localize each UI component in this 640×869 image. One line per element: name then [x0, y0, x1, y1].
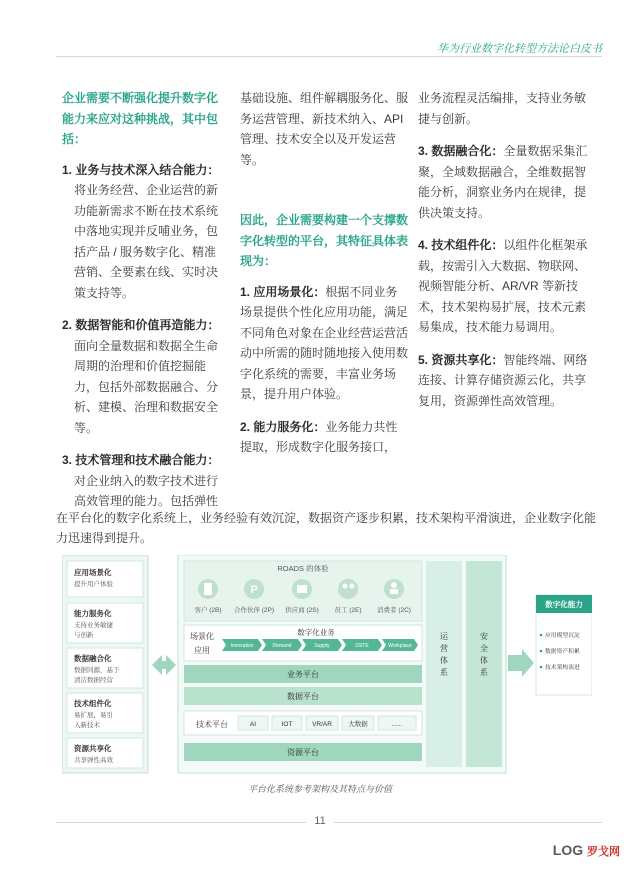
item-heading: 5. 资源共享化： [418, 352, 504, 367]
left-box-title: 数据融合化 [74, 654, 112, 663]
security-char: 全 [480, 644, 488, 653]
arrow-label: Workplace [388, 643, 412, 649]
left-box-sub: 支持业务敏捷 [74, 622, 113, 629]
col2-continuation: 基础设施、组件解耦服务化、服务运营管理、新技术纳入、API 管理、技术安全以及开发运营等。 [240, 91, 409, 167]
left-box-4 [67, 693, 143, 733]
tech-item-label: IOT [281, 721, 293, 728]
svg-text:P: P [250, 584, 258, 596]
summary-paragraph: 在平台化的数字化系统上，业务经验有效沉淀，数据资产逐步积累，技术架构平滑演进，企业数字化能力迅速得到提升。 [56, 511, 597, 545]
col2-intro: 因此，企业需要构建一个支撑数字化转型的平台，其特征具体表现为： [240, 213, 409, 268]
page-number [0, 815, 640, 827]
item-body: 以组件化框架承载，按需引入大数据、物联网、视频智能分析、AR/VR 等新技术，技术架构易扩展，技术元素易集成，技术能力易调用。 [418, 238, 588, 334]
site-logo [553, 842, 620, 859]
item-body: 业务能力共性提取，形成数字化服务接口， [240, 419, 398, 454]
tech-item-label: AI [249, 721, 257, 728]
left-box-title: 应用场景化 [74, 568, 112, 577]
column-2 [240, 88, 408, 470]
ops-char: 系 [440, 668, 448, 677]
role-label: 客户 (2B) [194, 607, 222, 614]
capability-item: 技术架构演进 [545, 665, 580, 671]
role-label: 供应商 (2S) [285, 607, 319, 614]
roads-title: ROADS 的体验 [277, 564, 329, 573]
arrow-label: Supply [314, 643, 330, 649]
capability-item: 数据资产积累 [545, 649, 580, 655]
capability-title: 数字化能力 [545, 600, 583, 609]
column-3 [418, 88, 593, 423]
left-box-title: 技术组件化 [74, 699, 112, 708]
item-heading: 2. 数据智能和价值再造能力： [62, 318, 220, 332]
tech-item-label: ...... [391, 721, 403, 728]
left-box-title: 能力服务化 [74, 609, 112, 618]
left-box-sub: 入新技术 [74, 722, 100, 729]
col1-item-3 [62, 450, 227, 512]
arrow-label: Demand [272, 643, 292, 649]
item-body: 面向全量数据和数据全生命周期的治理和价值挖掘能力，包括外部数据融合、分析、建模、治理和数据安全等。 [74, 338, 219, 435]
tech-platform-label: 技术平台 [196, 720, 228, 729]
col3-item-5 [418, 350, 593, 412]
tech-item-label: VR/AR [312, 721, 332, 728]
left-box-3 [67, 648, 143, 688]
role-label: 合作伙伴 (2P) [233, 607, 275, 614]
col3-item-4 [418, 235, 593, 338]
item-body: 对企业纳入的数字技术进行高效管理的能力。包括弹性 [74, 473, 219, 508]
left-box-sub: 清洁数据经营 [74, 677, 113, 684]
left-box-sub: 与创新 [74, 632, 94, 639]
col1-intro: 企业需要不断强化提升数字化能力来应对这种挑战，其中包括： [62, 91, 219, 146]
item-heading: 1. 应用场景化： [240, 284, 326, 299]
col1-item-1 [62, 160, 227, 304]
logo-cn: 罗戈网 [587, 846, 620, 858]
bullet-icon [540, 666, 543, 669]
architecture-diagram [62, 555, 592, 775]
business-platform-label: 业务平台 [287, 670, 319, 679]
left-box-1 [67, 561, 143, 597]
item-body: 将业务经营、企业运营的新功能新需求不断在技术系统中落地实现并反哺业务，包括产品 / 服务数字化、精准营销、全要素在线、实时决策支持等。 [74, 183, 219, 300]
security-char: 安 [480, 632, 488, 641]
role-label: 员工 (2E) [334, 607, 362, 614]
digital-business-label: 数字化业务 [297, 628, 335, 637]
arrow-label: Innovation [230, 643, 254, 649]
scene-label-line2: 应用 [194, 646, 210, 655]
role-label: 消费者 (2C) [377, 607, 411, 614]
security-char: 系 [480, 668, 488, 677]
left-box-sub: 共享弹性高效 [74, 757, 113, 764]
capability-item: 应用模型沉淀 [545, 633, 580, 639]
item-heading: 1. 业务与技术深入结合能力： [62, 162, 220, 177]
team-icon [338, 579, 358, 599]
col2-item-1 [240, 282, 408, 405]
item-body: 全量数据采集汇聚，全域数据融合，全维数据智能分析，洞察业务内在规律，提供决策支持。 [418, 144, 588, 220]
item-heading: 3. 数据融合化： [418, 144, 504, 158]
bullet-icon [540, 650, 543, 653]
double-arrow-icon [152, 655, 176, 675]
item-heading: 4. 技术组件化： [418, 238, 504, 252]
bullet-icon [540, 634, 543, 637]
column-1 [62, 88, 227, 524]
logo-text: LOG [552, 842, 584, 858]
item-body: 智能终端、网络连接、计算存储资源云化，共享复用，资源弹性高效管理。 [418, 352, 588, 408]
header-divider [56, 56, 602, 57]
item-heading: 2. 能力服务化： [240, 419, 326, 434]
left-box-sub: 提升用户体验 [74, 581, 113, 588]
left-box-title: 资源共享化 [74, 744, 112, 753]
page-number-text: 11 [306, 815, 333, 827]
left-box-2 [67, 603, 143, 643]
col2-item-2 [240, 417, 408, 458]
col3-continuation: 业务流程灵活编排，支持业务敏捷与创新。 [418, 91, 587, 126]
security-char: 体 [480, 656, 488, 665]
tech-items [238, 716, 416, 730]
ops-char: 营 [440, 644, 448, 653]
ops-char: 体 [440, 656, 448, 665]
header-title: 华为行业数字化转型方法论白皮书 [437, 43, 602, 55]
diagram-caption: 平台化系统参考架构及其特点与价值 [247, 784, 392, 794]
right-arrow-icon [508, 649, 534, 677]
item-heading: 3. 技术管理和技术融合能力： [62, 453, 220, 467]
data-platform-label: 数据平台 [287, 692, 319, 701]
resource-platform-label: 资源平台 [287, 748, 319, 757]
item-body: 根据不同业务场景提供个性化应用功能，满足不同角色对象在企业经营运营活动中所需的随时随地接入使用数字化系统的需要，丰富业务场景，提升用户体验。 [240, 284, 409, 401]
left-box-sub: 数据同源，基于 [74, 667, 120, 674]
tech-item-label: 大数据 [348, 721, 368, 728]
arrow-label: DSTE [355, 643, 369, 649]
col3-item-3 [418, 141, 593, 223]
col1-item-2 [62, 315, 227, 438]
left-box-sub: 易扩展，易引 [74, 712, 113, 719]
left-box-5 [67, 738, 143, 768]
scene-label-line1: 场景化 [190, 632, 214, 641]
ops-char: 运 [440, 632, 448, 641]
process-arrows [222, 639, 418, 651]
